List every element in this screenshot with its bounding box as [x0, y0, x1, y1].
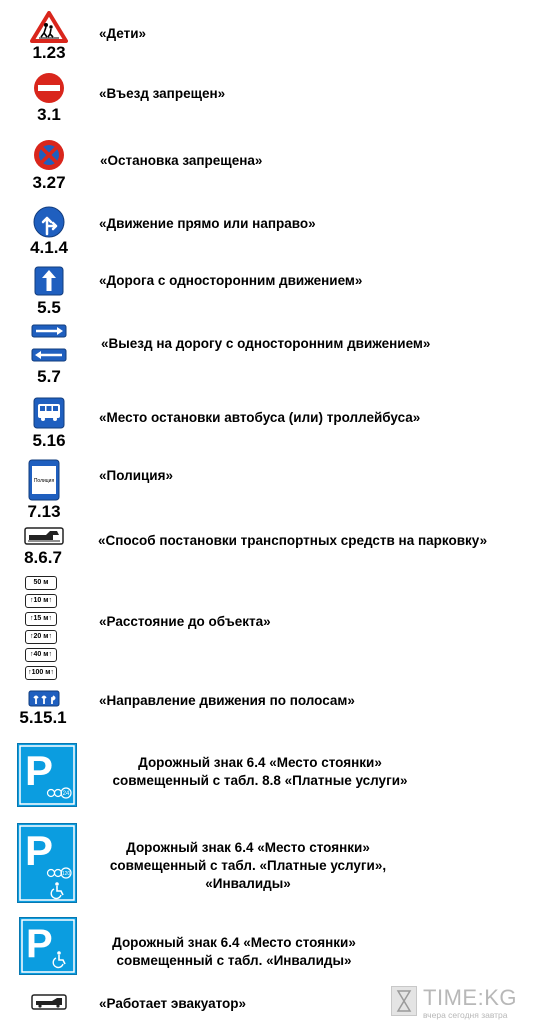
distance-plate: ↑10 м↑	[25, 594, 57, 608]
sign-label: «Дети»	[99, 26, 147, 41]
parking-label-line: «Инвалиды»	[205, 876, 291, 891]
watermark-tagline: вчера сегодня завтра	[423, 1010, 508, 1020]
sign-one-way-road-icon	[34, 266, 64, 296]
sign-bus-stop-icon	[33, 397, 65, 429]
distance-plate: ↑20 м↑	[25, 630, 57, 644]
sign-label: «Въезд запрещен»	[99, 86, 226, 101]
sign-code: 5.15.1	[19, 708, 67, 727]
parking-label-line: совмещенный с табл. 8.8 «Платные услуги»	[112, 773, 408, 788]
sign-code: 8.6.7	[24, 548, 62, 567]
parking-letter: P	[25, 827, 54, 874]
distance-plate: 50 м	[25, 576, 57, 590]
sign-code: 5.5	[37, 298, 61, 317]
sign-code: 3.27	[32, 173, 66, 192]
sign-label: «Движение прямо или направо»	[99, 216, 316, 231]
parking-label-line: совмещенный с табл. «Инвалиды»	[116, 953, 352, 968]
sign-code: 4.1.4	[30, 238, 68, 257]
sign-no-stopping-icon	[33, 139, 65, 171]
watermark	[391, 986, 517, 1020]
sign-parking-method-plate-icon	[24, 527, 64, 545]
sign-code: 1.23	[32, 43, 66, 62]
parking-label-line: Дорожный знак 6.4 «Место стоянки»	[112, 935, 356, 950]
sign-label: «Работает эвакуатор»	[99, 996, 247, 1011]
sign-label: «Место остановки автобуса (или) троллейбуса»	[99, 410, 421, 425]
parking-label-line: совмещенный с табл. «Платные услуги»,	[109, 858, 387, 873]
sign-straight-or-right-icon	[33, 206, 65, 238]
sign-children-icon	[30, 11, 68, 43]
sign-police-text: Полиция	[33, 478, 55, 484]
paid-badge-text: 120	[61, 871, 71, 877]
distance-plate: ↑100 м↑	[25, 666, 57, 680]
sign-label: «Полиция»	[99, 468, 173, 483]
parking-letter: P	[26, 922, 53, 966]
sign-label: «Дорога с односторонним движением»	[99, 273, 363, 288]
watermark-brand: TIME:KG	[423, 985, 517, 1010]
sign-label: «Расстояние до объекта»	[99, 614, 271, 629]
sign-parking-paid-disabled-icon	[17, 823, 77, 903]
sign-parking-paid-icon	[17, 743, 77, 807]
parking-label	[92, 754, 428, 790]
sign-label: «Способ постановки транспортных средств на парковку»	[98, 533, 488, 548]
paid-badge-text: 24	[62, 791, 70, 797]
sign-code: 5.7	[37, 367, 61, 386]
parking-label	[92, 839, 404, 893]
hourglass-icon	[391, 986, 417, 1016]
sign-no-entry-icon	[33, 72, 65, 104]
sign-exit-one-way-icon	[31, 324, 67, 364]
distance-plate: ↑15 м↑	[25, 612, 57, 626]
parking-label-line: Дорожный знак 6.4 «Место стоянки»	[126, 840, 370, 855]
distance-plate: ↑40 м↑	[25, 648, 57, 662]
parking-label-line: Дорожный знак 6.4 «Место стоянки»	[138, 755, 382, 770]
sign-lane-directions-icon	[28, 690, 60, 707]
sign-label: «Направление движения по полосам»	[99, 693, 355, 708]
parking-label	[96, 934, 372, 970]
sign-label: «Выезд на дорогу с односторонним движением»	[101, 336, 431, 351]
sign-code: 5.16	[32, 431, 66, 450]
sign-label: «Остановка запрещена»	[100, 153, 263, 168]
sign-police-icon	[28, 459, 60, 501]
sign-code: 7.13	[27, 502, 61, 521]
sign-parking-disabled-icon	[19, 917, 77, 975]
parking-letter: P	[25, 747, 54, 794]
sign-code: 3.1	[37, 105, 61, 124]
distance-plates	[25, 576, 57, 680]
sign-tow-truck-plate-icon	[31, 994, 67, 1010]
